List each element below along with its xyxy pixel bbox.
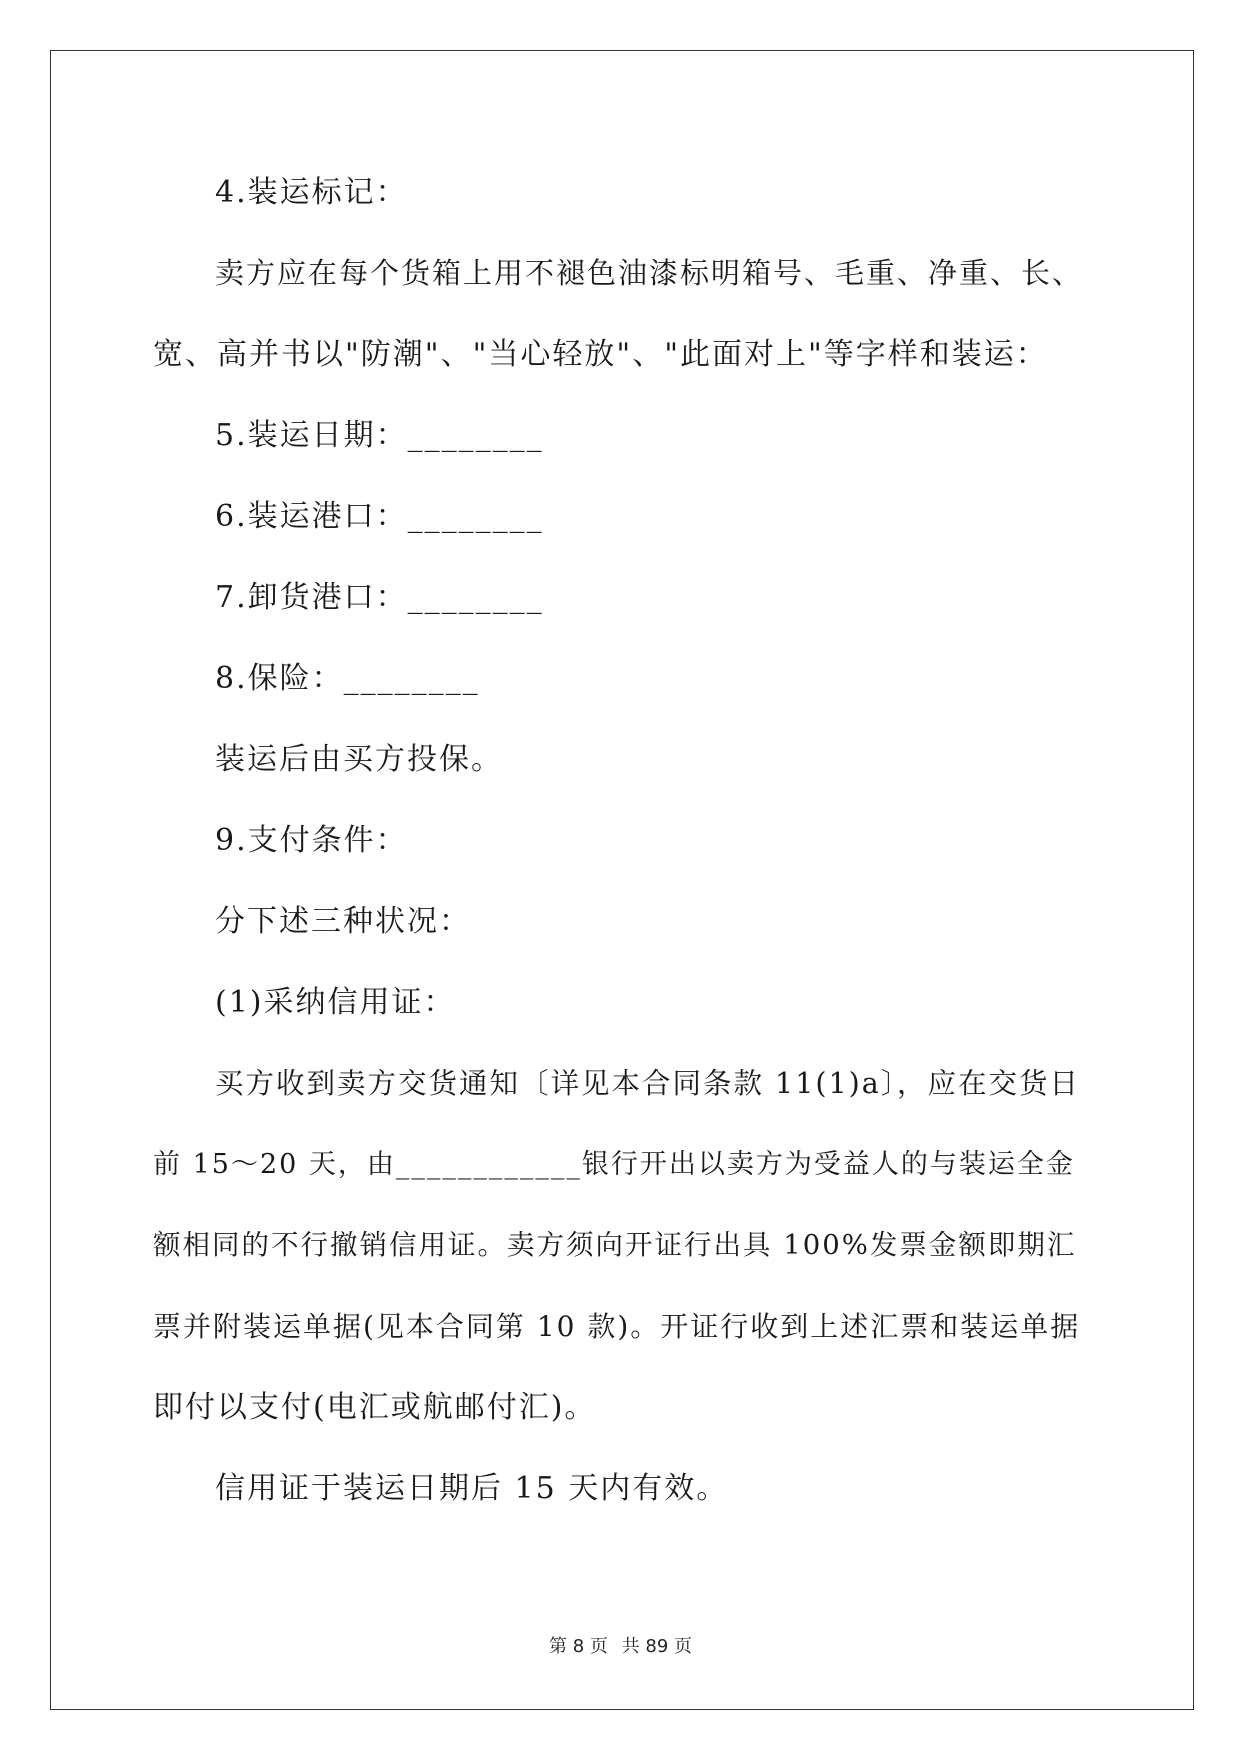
paragraph-line: 前 15～20 天，由____________银行开出以卖方为受益人的与装运全金 <box>153 1149 1075 1180</box>
page-footer <box>0 1632 1241 1658</box>
paragraph-line: 额相同的不行撤销信用证。卖方须向开证行出具 100%发票金额即期汇 <box>153 1229 1077 1261</box>
page-number: 第 8 页 <box>549 1636 608 1657</box>
paragraph-line: 票并附装运单据(见本合同第 10 款)。开证行收到上述汇票和装运单据 <box>153 1310 1081 1343</box>
paragraph-line: 6.装运港口：________ <box>215 499 544 534</box>
paragraph-line: 5.装运日期：________ <box>215 418 544 453</box>
paragraph-line: 分下述三种状况： <box>215 904 471 939</box>
paragraph-line: 装运后由买方投保。 <box>215 742 503 777</box>
paragraph-line: 8.保险：________ <box>215 661 480 696</box>
page-total: 共 89 页 <box>621 1636 692 1657</box>
paragraph-line: 信用证于装运日期后 15 天内有效。 <box>215 1471 729 1506</box>
paragraph-line: 9.支付条件： <box>215 823 408 858</box>
paragraph-line: (1)采纳信用证： <box>215 985 456 1020</box>
paragraph-line: 7.卸货港口：________ <box>215 580 544 615</box>
paragraph-line: 即付以支付(电汇或航邮付汇)。 <box>153 1390 597 1425</box>
paragraph-line: 卖方应在每个货箱上用不褪色油漆标明箱号、毛重、净重、长、 <box>215 256 1084 290</box>
paragraph-line: 宽、高并书以"防潮"、"当心轻放"、"此面对上"等字样和装运： <box>153 337 1048 372</box>
paragraph-line: 买方收到卖方交货通知〔详见本合同条款 11(1)a〕，应在交货日 <box>215 1067 1080 1100</box>
paragraph-line: 4.装运标记： <box>215 175 408 210</box>
